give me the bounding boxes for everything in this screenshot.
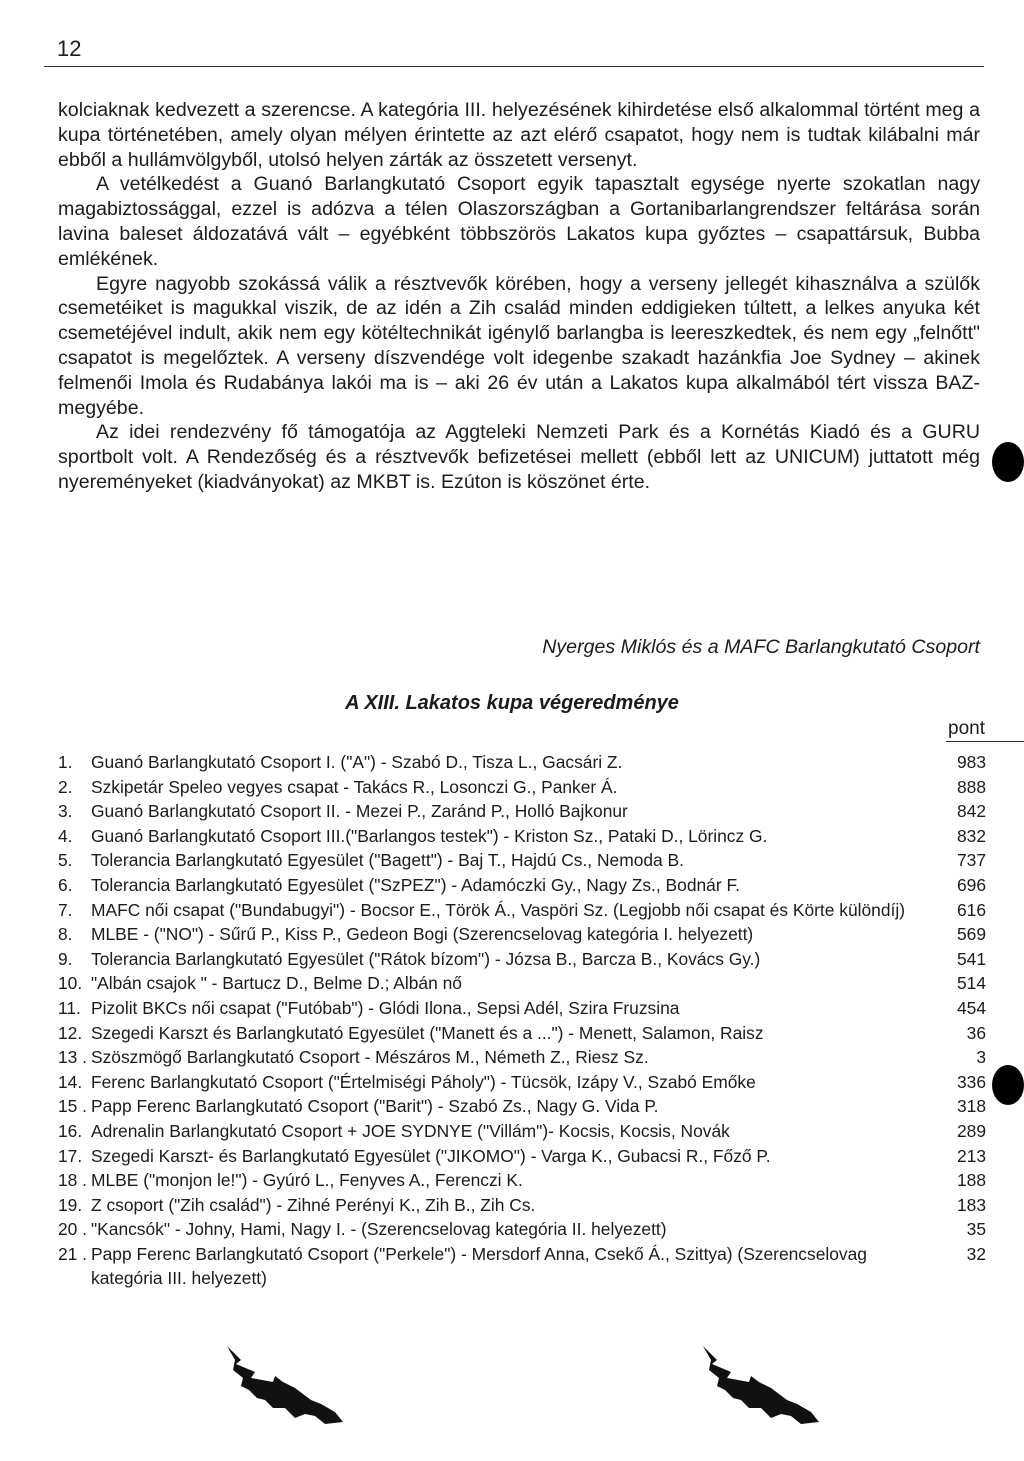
result-row (58, 1094, 986, 1119)
result-team: MLBE - ("NO") - Sűrű P., Kiss P., Gedeon Bogi (Szerencselovag kategória I. helyezett) (91, 924, 754, 945)
result-points: 289 (956, 1120, 986, 1141)
header-rule (44, 66, 984, 67)
result-row (58, 1193, 986, 1218)
result-row (58, 848, 986, 873)
result-rank: 6. (58, 874, 73, 895)
result-rank: 12. (58, 1022, 83, 1043)
result-rank: 4. (58, 825, 73, 846)
result-row (58, 824, 986, 849)
result-team: Guanó Barlangkutató Csoport I. ("A") - Szabó D., Tisza L., Gacsári Z. (91, 752, 623, 772)
result-points: 541 (956, 948, 986, 969)
result-points: 888 (956, 776, 986, 797)
result-points: 514 (956, 973, 986, 994)
result-row (58, 1144, 986, 1169)
bat-icon (701, 1342, 821, 1426)
paragraph: Egyre nagyobb szokássá válik a résztvevők körében, hogy a verseny jellegét kihasználva a szülők csemetéiket is magukkal viszik, de az idén a Zih család minden eddigieken túltett, a lelkes anyuka két csemetéjével indult, akik nem egy kötéltechnikát igénylő barlangba is leereszkedtek, és nem egy „felnőtt" csapatot is megelőztek. A verseny díszvendége volt idegenbe szakadt hazánkfia Joe Sydney – akinek felmenői Imola és Rudabánya lakói ma is – aki 26 év után a Lakatos kupa alkalmából tért vissza BAZ-megyébe. (58, 272, 980, 419)
result-team: Szegedi Karszt- és Barlangkutató Egyesület ("JIKOMO") - Varga K., Gubacsi R., Főző P. (91, 1145, 771, 1166)
result-points: 569 (956, 924, 986, 945)
result-team: Tolerancia Barlangkutató Egyesület ("Rátok bízom") - Józsa B., Barcza B., Kovács Gy.) (91, 948, 761, 969)
article-signature: Nyerges Miklós és a MAFC Barlangkutató Csoport (542, 636, 980, 658)
result-points: 36 (966, 1022, 986, 1043)
result-rank: 15 . (58, 1096, 88, 1117)
result-row (58, 1217, 986, 1242)
result-rank: 14. (58, 1071, 83, 1092)
result-rank: 8. (58, 924, 73, 945)
punch-hole (992, 442, 1024, 482)
result-points: 737 (956, 850, 986, 871)
result-row (58, 947, 986, 972)
result-rank: 9. (58, 948, 73, 969)
result-team: MAFC női csapat ("Bundabugyi") - Bocsor E., Török Á., Vaspöri Sz. (Legjobb női csapat és Körte különdíj) (91, 899, 905, 920)
paragraph: A vetélkedést a Guanó Barlangkutató Csoport egyik tapasztalt egysége nyerte szokatlan nagy magabiztossággal, ezzel is adózva a télen Olaszországban a Gortanibarlangrendszer feltárása során lavina baleset áldozatává vált – egyébként többszörös Lakatos kupa győztes – csapattársuk, Bubba emlékének. (58, 173, 980, 270)
result-rank: 2. (58, 776, 73, 797)
result-rank: 19. (58, 1194, 83, 1215)
result-row (58, 799, 986, 824)
result-rank: 11. (58, 997, 81, 1018)
result-row (58, 873, 986, 898)
result-points: 3 (976, 1047, 986, 1068)
result-row (58, 1070, 986, 1095)
result-rank: 17. (58, 1145, 83, 1166)
result-points: 188 (956, 1170, 986, 1191)
result-row (58, 898, 986, 923)
result-rank: 3. (58, 801, 73, 822)
result-row (58, 1119, 986, 1144)
result-team: Ferenc Barlangkutató Csoport ("Értelmiségi Páholy") - Tücsök, Izápy V., Szabó Emőke (91, 1071, 756, 1092)
result-row (58, 775, 986, 800)
result-team: "Kancsók" - Johny, Hami, Nagy I. - (Szerencselovag kategória II. helyezett) (91, 1219, 667, 1240)
result-rank: 21 . (58, 1243, 88, 1264)
result-team: Adrenalin Barlangkutató Csoport + JOE SYDNYE ("Villám")- Kocsis, Kocsis, Novák (91, 1120, 730, 1141)
result-row (58, 922, 986, 947)
result-points: 832 (956, 825, 986, 846)
result-row (58, 750, 986, 775)
result-row (58, 1168, 986, 1193)
result-points: 318 (956, 1096, 986, 1117)
result-team: MLBE ("monjon le!") - Gyúró L., Fenyves A., Ferenczi K. (91, 1170, 523, 1191)
result-row (58, 996, 986, 1021)
result-team: Tolerancia Barlangkutató Egyesület ("Bagett") - Baj T., Hajdú Cs., Nemoda B. (91, 850, 684, 871)
result-rank: 13 . (58, 1047, 88, 1068)
result-points: 336 (956, 1071, 986, 1092)
result-points: 454 (956, 997, 986, 1018)
result-row (58, 971, 986, 996)
result-points: 696 (956, 874, 986, 895)
result-team: Z csoport ("Zih család") - Zihné Perényi K., Zih B., Zih Cs. (91, 1194, 536, 1215)
result-team: Szöszmögő Barlangkutató Csoport - Mészáros M., Németh Z., Riesz Sz. (91, 1047, 649, 1068)
result-points: 183 (956, 1194, 986, 1215)
result-rank: 7. (58, 899, 73, 920)
result-points: 616 (956, 899, 986, 920)
result-team: Pizolit BKCs női csapat ("Futóbab") - Glódi Ilona., Sepsi Adél, Szira Fruzsina (91, 997, 680, 1018)
result-team: Tolerancia Barlangkutató Egyesület ("SzPEZ") - Adamóczki Gy., Nagy Zs., Bodnár F. (91, 874, 740, 895)
result-team: Guanó Barlangkutató Csoport III.("Barlangos testek") - Kriston Sz., Pataki D., Lörincz G. (91, 825, 768, 846)
bat-icon (225, 1342, 345, 1426)
result-rank: 1. (58, 752, 73, 772)
result-points: 35 (966, 1219, 986, 1240)
result-team: "Albán csajok " - Bartucz D., Belme D.; Albán nő (91, 973, 462, 994)
result-points: 213 (956, 1145, 986, 1166)
result-rank: 16. (58, 1120, 83, 1141)
result-team: Papp Ferenc Barlangkutató Csoport ("Perkele") - Mersdorf Anna, Csekő Á., Szittya) (Szerencselovag kategória III. helyezett) (91, 1243, 867, 1289)
punch-hole (992, 1065, 1024, 1105)
points-header-rule (946, 741, 1024, 742)
result-rank: 5. (58, 850, 73, 871)
results-title: A XIII. Lakatos kupa végeredménye (345, 692, 679, 714)
result-row (58, 1045, 986, 1070)
page-number: 12 (57, 36, 82, 61)
result-rank: 20 . (58, 1219, 88, 1240)
result-points: 32 (966, 1243, 986, 1264)
result-team: Papp Ferenc Barlangkutató Csoport ("Barit") - Szabó Zs., Nagy G. Vida P. (91, 1096, 659, 1117)
paragraph: Az idei rendezvény fő támogatója az Aggteleki Nemzeti Park és a Kornétás Kiadó és a GURU sportbolt volt. A Rendezőség és a résztvevők befizetései mellett (ebből lett az UNICUM) juttatott még nyereményeket (kiadványokat) az MKBT is. Ezúton is köszönet érte. (58, 421, 980, 493)
article-body (58, 98, 980, 495)
result-points: 842 (956, 801, 986, 822)
results-list (58, 750, 986, 1291)
result-rank: 10. (58, 973, 83, 994)
paragraph: kolciaknak kedvezett a szerencse. A kategória III. helyezésének kihirdetése első alkalommal történt meg a kupa történetében, amely olyan mélyen érintette az azt elérő csapatot, hogy nem is tudtak kilábalni már ebből a hullámvölgyből, utolsó helyen zárták az összetett versenyt. (58, 99, 980, 171)
result-rank: 18 . (58, 1170, 88, 1191)
result-row (58, 1021, 986, 1046)
result-team: Guanó Barlangkutató Csoport II. - Mezei P., Zaránd P., Holló Bajkonur (91, 801, 628, 822)
points-column-header: pont (948, 718, 985, 739)
result-team: Szegedi Karszt és Barlangkutató Egyesület ("Manett és a ...") - Menett, Salamon, Raisz (91, 1022, 764, 1043)
result-team: Szkipetár Speleo vegyes csapat - Takács R., Losonczi G., Panker Á. (91, 776, 618, 797)
result-points: 983 (956, 752, 986, 772)
result-row (58, 1242, 986, 1291)
